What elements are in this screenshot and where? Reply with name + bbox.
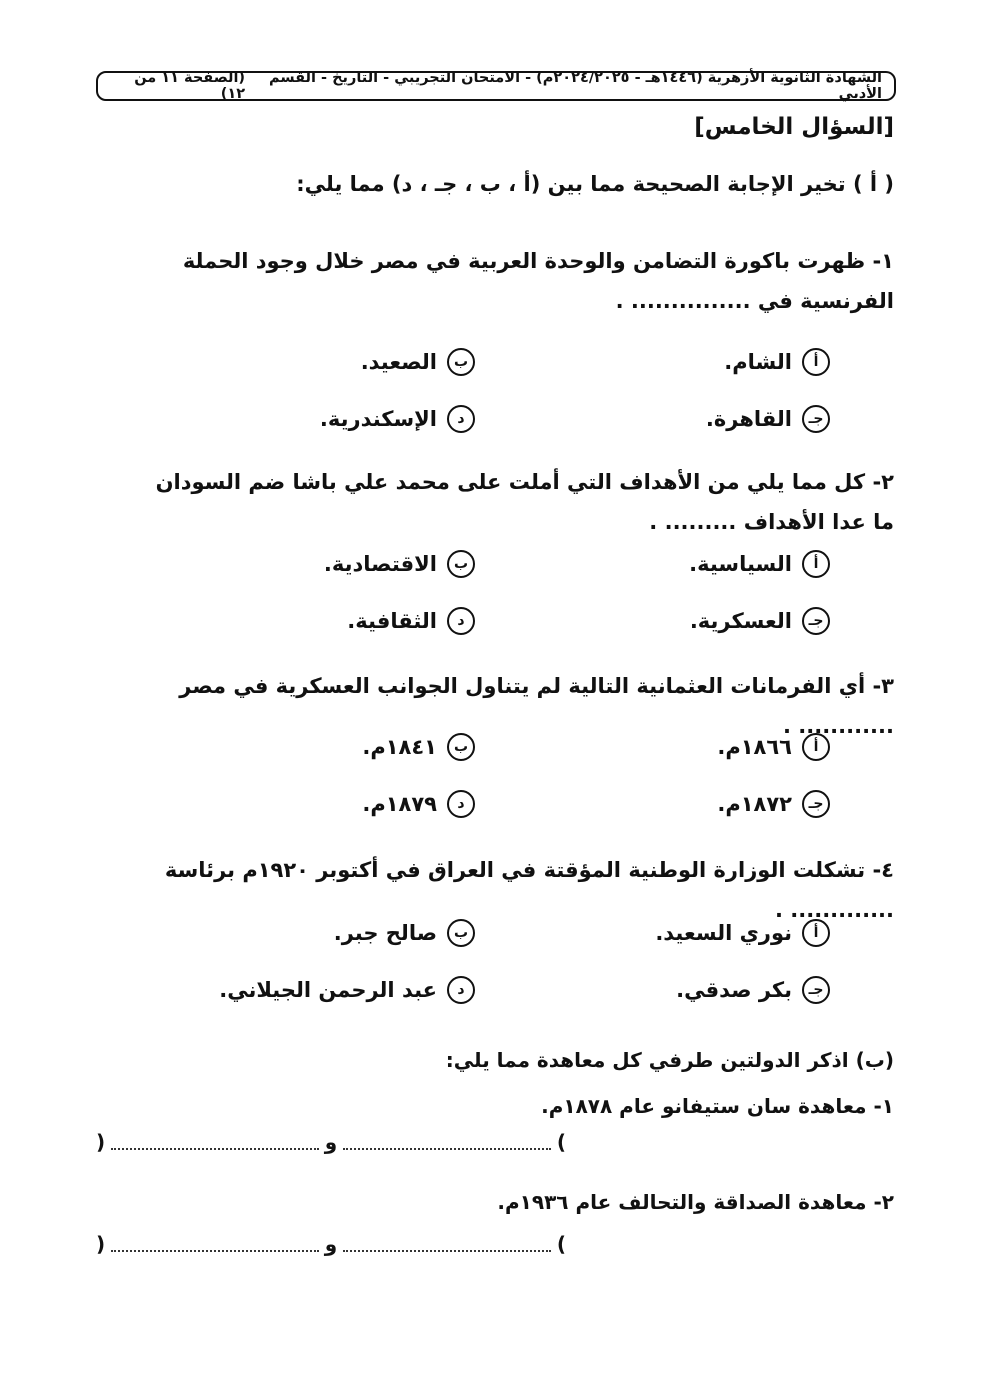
option-text: ١٨٧٩م.	[362, 792, 437, 816]
question-4-text: ٤- تشكلت الوزارة الوطنية المؤقتة في العراق في أكتوبر ١٩٢٠م برئاسة ............. .	[164, 858, 894, 922]
option-text: صالح جبر.	[333, 921, 437, 945]
treaty-1-answer-line[interactable]	[96, 1130, 566, 1154]
question-4-option-b[interactable]	[334, 919, 475, 947]
option-letter-circle: ب	[447, 733, 475, 761]
question-4-option-c[interactable]	[676, 976, 830, 1004]
question-1-text: ١- ظهرت باكورة التضامن والوحدة العربية في مصر خلال وجود الحملة الفرنسية في ............... .	[182, 249, 894, 313]
option-letter-circle: جـ	[802, 607, 830, 635]
option-letter-circle: د	[447, 976, 475, 1004]
option-letter-circle: د	[447, 405, 475, 433]
bracket-open: )	[96, 1232, 106, 1256]
option-text: ١٨٦٦م.	[717, 735, 792, 759]
question-1-option-d[interactable]	[320, 405, 475, 433]
option-letter-circle: د	[447, 607, 475, 635]
question-2-option-c[interactable]	[690, 607, 830, 635]
option-letter-circle: أ	[802, 733, 830, 761]
option-letter-circle: أ	[802, 348, 830, 376]
answer-blank-1[interactable]	[111, 1134, 319, 1150]
question-3-option-d[interactable]	[362, 790, 475, 818]
question-1-option-b[interactable]	[361, 348, 475, 376]
question-3-text: ٣- أي الفرمانات العثمانية التالية لم يتناول الجوانب العسكرية في مصر ............ .	[179, 674, 894, 738]
option-letter-circle: جـ	[802, 790, 830, 818]
bracket-open: )	[96, 1130, 106, 1154]
option-text: العسكرية.	[689, 609, 792, 633]
option-text: الاقتصادية.	[323, 552, 437, 576]
question-1-option-a[interactable]	[724, 348, 830, 376]
option-text: نوري السعيد.	[655, 921, 792, 945]
option-letter-circle: ب	[447, 550, 475, 578]
answer-blank-2[interactable]	[343, 1236, 551, 1252]
answer-blank-2[interactable]	[343, 1134, 551, 1150]
treaty-1-text: ١- معاهدة سان ستيفانو عام ١٨٧٨م.	[541, 1094, 894, 1118]
option-letter-circle: د	[447, 790, 475, 818]
part-a-instruction: ( أ ) تخير الإجابة الصحيحة مما بين (أ ، ب ، جـ ، د) مما يلي:	[296, 172, 894, 196]
section-title: [السؤال الخامس]	[694, 114, 894, 140]
option-text: الإسكندرية.	[319, 407, 437, 431]
conjunction: و	[324, 1130, 338, 1154]
question-2-option-b[interactable]	[324, 550, 475, 578]
option-text: ١٨٧٢م.	[717, 792, 792, 816]
option-letter-circle: أ	[802, 919, 830, 947]
option-text: الشام.	[724, 350, 792, 374]
question-2-option-d[interactable]	[347, 607, 475, 635]
question-4-option-d[interactable]	[219, 976, 475, 1004]
option-text: عبد الرحمن الجيلاني.	[219, 978, 437, 1002]
option-text: ١٨٤١م.	[362, 735, 437, 759]
option-letter-circle: ب	[447, 348, 475, 376]
option-text: بكر صدقي.	[676, 978, 792, 1002]
option-letter-circle: جـ	[802, 976, 830, 1004]
option-text: الصعيد.	[360, 350, 437, 374]
treaty-2-text: ٢- معاهدة الصداقة والتحالف عام ١٩٣٦م.	[497, 1190, 894, 1214]
bracket-close: (	[556, 1130, 566, 1154]
question-3-option-c[interactable]	[717, 790, 830, 818]
question-1-option-c[interactable]	[706, 405, 830, 433]
question-3-option-b[interactable]	[362, 733, 475, 761]
exam-header-box	[96, 71, 896, 101]
answer-blank-1[interactable]	[111, 1236, 319, 1252]
option-text: القاهرة.	[705, 407, 792, 431]
option-letter-circle: أ	[802, 550, 830, 578]
page-number: (الصفحة ١١ من ١٢)	[134, 70, 246, 102]
part-b-instruction: (ب) اذكر الدولتين طرفي كل معاهدة مما يلي:	[445, 1048, 894, 1072]
treaty-2-answer-line[interactable]	[96, 1232, 566, 1256]
conjunction: و	[324, 1232, 338, 1256]
question-4-option-a[interactable]	[655, 919, 830, 947]
question-2-option-a[interactable]	[689, 550, 830, 578]
exam-info: الشهادة الثانوية الأزهرية (١٤٤٦هـ - ٢٠٢٤/٢٠٢٥م) - الامتحان التجريبي - التاريخ - القسم الأدبي	[269, 70, 882, 102]
option-text: السياسية.	[689, 552, 792, 576]
question-2-text: ٢- كل مما يلي من الأهداف التي أملت على محمد علي باشا ضم السودان ما عدا الأهداف ......... .	[155, 470, 894, 534]
option-text: الثقافية.	[347, 609, 437, 633]
question-3-option-a[interactable]	[717, 733, 830, 761]
option-letter-circle: ب	[447, 919, 475, 947]
bracket-close: (	[556, 1232, 566, 1256]
option-letter-circle: جـ	[802, 405, 830, 433]
